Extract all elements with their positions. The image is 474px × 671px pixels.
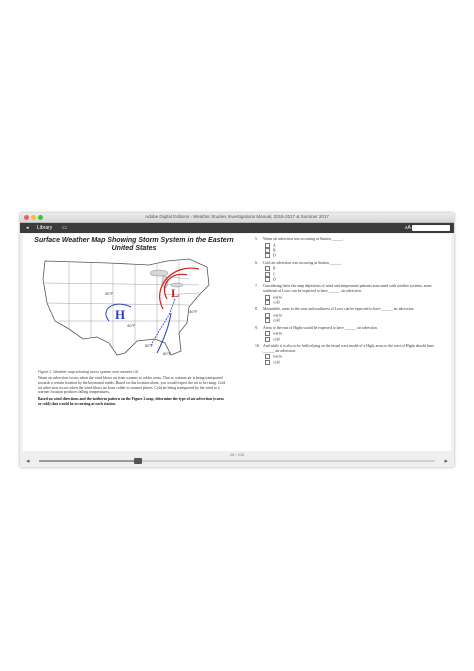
question-text: Considering these fair map depictions of wind and temperature patterns associated with weather systems, areas southeast of Lows can be expected to have ______ air advection. xyxy=(263,284,432,294)
option[interactable]: warm xyxy=(255,331,443,336)
status-bar xyxy=(20,451,454,467)
back-arrow-icon[interactable]: ◂ xyxy=(26,225,29,231)
font-size-icon[interactable]: ᴀA xyxy=(405,225,411,231)
option[interactable]: C xyxy=(255,272,443,277)
weather-map xyxy=(39,255,215,367)
map-title: Surface Weather Map Showing Storm System in the Eastern United States xyxy=(34,237,234,252)
question-9: 9. Areas to the east of Highs would be expected to have ______ air advection. warm cold xyxy=(255,326,443,342)
checkbox[interactable] xyxy=(265,300,270,305)
cold-front xyxy=(151,299,175,345)
svg-text:50°F: 50°F xyxy=(145,343,154,348)
option[interactable]: cold xyxy=(255,337,443,342)
next-page-icon[interactable]: ▸ xyxy=(444,458,448,465)
slider-fill xyxy=(39,460,138,462)
option[interactable]: cold xyxy=(255,318,443,323)
option[interactable]: warm xyxy=(255,354,443,359)
checkbox[interactable] xyxy=(265,253,270,258)
slider-thumb[interactable] xyxy=(134,458,142,464)
page-slider[interactable] xyxy=(39,460,435,462)
checkbox[interactable] xyxy=(265,318,270,323)
library-button[interactable]: Library xyxy=(37,225,53,231)
checkbox[interactable] xyxy=(265,248,270,253)
search-input[interactable] xyxy=(412,225,450,231)
checkbox[interactable] xyxy=(265,243,270,248)
question-7: 7. Considering these fair map depictions of wind and temperature patterns associated with weather systems, areas southeast of Lows can be expected to have ______ air advection. warm cold xyxy=(255,284,443,305)
high-pressure-label: H xyxy=(115,307,126,322)
checkbox[interactable] xyxy=(265,277,270,282)
bookmark-icon[interactable]: ▭ xyxy=(62,225,67,231)
question-text: Meanwhile, areas to the west and southwest of Lows can be expected to have ______ air advection. xyxy=(263,307,415,312)
svg-text:40°F: 40°F xyxy=(127,323,136,328)
question-10: 10. And while it is also to be held relying on the broad west model of a High, areas to the west of Highs should have ______ air advection. warm cold xyxy=(255,344,443,365)
option[interactable]: B xyxy=(255,248,443,253)
option[interactable]: warm xyxy=(255,295,443,300)
isotherm-labels xyxy=(105,291,198,356)
us-outline xyxy=(43,259,209,355)
checkbox[interactable] xyxy=(265,313,270,318)
window-title: Adobe Digital Editions - Weather Studies Investigations Manual, 2016-2017 & Summer 2017 xyxy=(145,214,329,219)
checkbox[interactable] xyxy=(265,266,270,271)
option[interactable]: cold xyxy=(255,300,443,305)
paragraph-advection: Warm air advection occurs when the wind blows air from warmer to colder areas. That is, warmer air is being transported towards a certain location by the horizontal winds. Based on this location alone, you would expect the air to be rising. Cold air advection occurs when the wind blows air from colder to warmer places. Cold air being transported by the wind to a warmer location produces falling temperatures. xyxy=(38,376,226,395)
question-text: Warm air advection was occurring at Station ______. xyxy=(263,237,344,241)
paragraph-instruction: Based on wind directions and the isotherm pattern on the Figure 2 map, determine the type of air advection (warm or cold) that would be occurring at each station. xyxy=(38,397,224,406)
checkbox[interactable] xyxy=(265,360,270,365)
question-text: And while it is also to be held relying on the broad west model of a High, areas to the west of Highs should have ______ air advection. xyxy=(263,344,435,353)
svg-text:60°F: 60°F xyxy=(163,351,172,356)
checkbox[interactable] xyxy=(265,354,270,359)
reader-page xyxy=(23,234,451,451)
question-6: 6. Cold air advection was occurring at Station ______. B C D xyxy=(255,261,443,283)
option[interactable]: D xyxy=(255,253,443,258)
previous-page-icon[interactable]: ◂ xyxy=(26,458,30,465)
app-window xyxy=(20,213,454,467)
svg-text:30°F: 30°F xyxy=(105,291,114,296)
low-pressure-label: L xyxy=(171,286,180,300)
question-text: Areas to the east of Highs would be expected to have ______ air advection. xyxy=(263,325,378,330)
checkbox[interactable] xyxy=(265,331,270,336)
page-indicator: 46 / 336 xyxy=(229,452,245,457)
checkbox[interactable] xyxy=(265,337,270,342)
option[interactable]: warm xyxy=(255,313,443,318)
option[interactable]: B xyxy=(255,266,443,271)
us-map-figure xyxy=(39,255,215,367)
option[interactable]: D xyxy=(255,277,443,282)
toolbar xyxy=(20,223,454,233)
checkbox[interactable] xyxy=(265,272,270,277)
figure-caption: Figure 2. Weather map showing storm system over eastern US. xyxy=(38,370,140,374)
option[interactable]: cold xyxy=(255,360,443,365)
right-column xyxy=(255,237,443,365)
left-column xyxy=(34,237,234,407)
question-5: 5. Warm air advection was occurring at Station ______. A B D xyxy=(255,237,443,259)
title-bar xyxy=(20,213,454,223)
question-text: Cold air advection was occurring at Station ______. xyxy=(263,260,343,265)
svg-text:40°F: 40°F xyxy=(189,309,198,314)
question-8: 8. Meanwhile, areas to the west and southwest of Lows can be expected to have ______ air advection. warm cold xyxy=(255,307,443,323)
checkbox[interactable] xyxy=(265,295,270,300)
option[interactable]: A xyxy=(255,243,443,248)
